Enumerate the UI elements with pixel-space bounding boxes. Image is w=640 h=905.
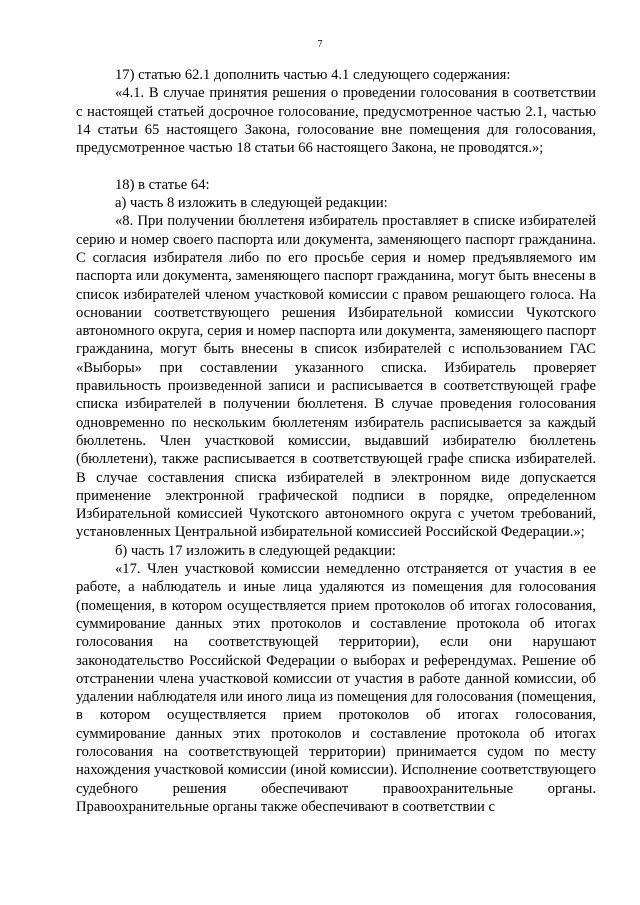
paragraph-part-4-1: «4.1. В случае принятия решения о проведении голосования в соответствии с настоящей статьей досрочное голосование, предусмотренное частью 2.1, частью 14 статьи 65 настоящего Закона, голосование вне помещения для голосования, предусмотренное частью 18 статьи 66 настоящего Закона, не проводятся.»; <box>76 85 596 157</box>
paragraph-item-18: 18) в статье 64: <box>115 176 210 193</box>
document-body <box>76 66 596 816</box>
paragraph-part-17: «17. Член участковой комиссии немедленно отстраняется от участия в ее работе, а наблюдатель и иные лица удаляются из помещения для голосования (помещения, в котором осуществляется прием протоколов об итогах голосования, суммирование данных этих протоколов и составление протокола об итогах голосования на соответствующей территории), если они нарушают законодательство Российской Федерации о выборах и референдумах. Решение об отстранении члена участковой комиссии от участия в работе данной комиссии, об удалении наблюдателя или иного лица из помещения для голосования (помещения, в котором осуществляется прием протоколов об итогах голосования, суммирование данных этих протоколов и составление протокола об итогах голосования на соответствующей территории) принимается судом по месту нахождения участковой комиссии (иной комиссии). Исполнение соответствующего судебного решения обеспечивают правоохранительные органы. Правоохранительные органы также обеспечивают в соответствии с <box>76 561 596 815</box>
paragraph-subitem-b: б) часть 17 изложить в следующей редакции: <box>115 542 396 559</box>
paragraph-part-8: «8. При получении бюллетеня избиратель проставляет в списке избирателей серию и номер своего паспорта или документа, заменяющего паспорт гражданина. С согласия избирателя либо по его просьбе серия и номер предъявляемого им паспорта или документа, заменяющего паспорт гражданина, могут быть внесены в список избирателей членом участковой комиссии с правом решающего голоса. На основании соответствующего решения Избирательной комиссии Чукотского автономного округа, серия и номер паспорта или документа, заменяющего паспорт гражданина, могут быть внесены в список избирателей с использованием ГАС «Выборы» при составлении указанного списка. Избиратель проверяет правильность произведенной записи и расписывается в соответствующей графе списка избирателей в получении бюллетеня. В случае проведения голосования одновременно по нескольким бюллетеням избиратель расписывается за каждый бюллетень. Член участковой комиссии, выдавший избирателю бюллетень (бюллетени), также расписывается в соответствующей графе списка избирателей. В случае составления списка избирателей в электронном виде допускается применение электронной графической подписи в порядке, определенном Избирательной комиссией Чукотского автономного округа с учетом требований, установленных Центральной избирательной комиссией Российской Федерации.»; <box>76 213 596 541</box>
page-number: 7 <box>317 39 323 50</box>
paragraph-item-17: 17) статью 62.1 дополнить частью 4.1 следующего содержания: <box>115 67 511 83</box>
paragraph-subitem-a: а) часть 8 изложить в следующей редакции: <box>115 195 388 212</box>
